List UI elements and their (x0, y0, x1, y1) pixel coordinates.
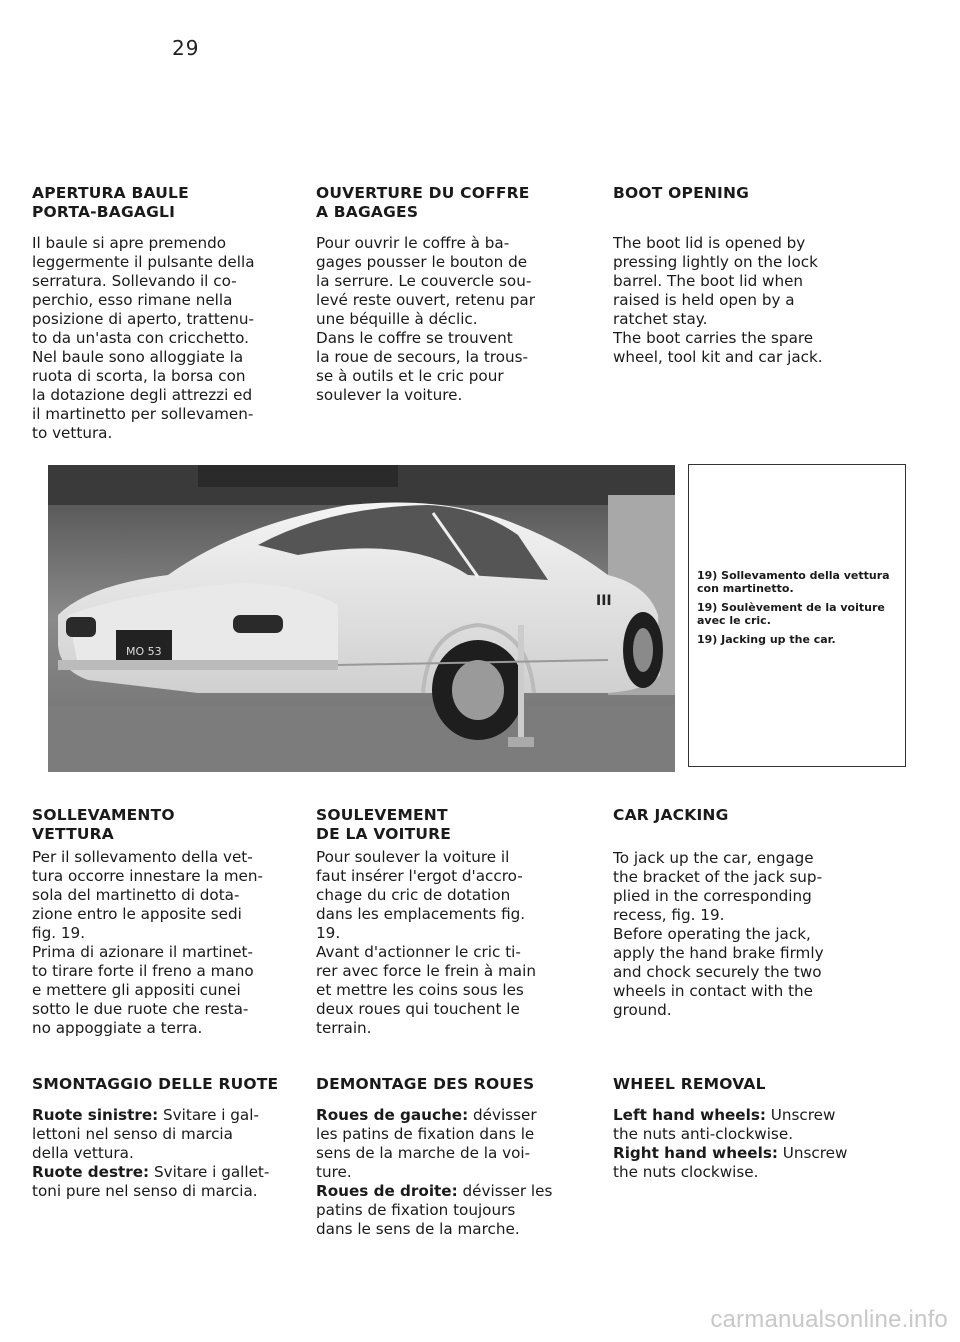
paragraph-jacking-it: Per il sollevamento della vet- tura occorre innestare la men- sola del martinetto di dota- zione entro le apposite sedi fig. 19. Prima di azionare il martinet- to tirare forte il freno a mano e mettere gli appositi cunei sotto le due ruote che resta- no appoggiate a terra. (32, 848, 263, 1037)
section-boot-opening-fr (316, 184, 594, 405)
caption-fr: 19) Soulèvement de la voiture avec le cric. (697, 601, 885, 627)
heading-sollevamento: SOLLEVAMENTO VETTURA (32, 806, 175, 843)
paragraph-jacking-en: To jack up the car, engage the bracket of the jack sup- plied in the corresponding recess, fig. 19. Before operating the jack, apply the hand brake firmly and chock securely the two wheels in contact with the ground. (613, 849, 824, 1019)
section-car-jacking-en (613, 806, 909, 1020)
heading-boot-opening: BOOT OPENING (613, 184, 750, 202)
section-wheel-removal-en (613, 1075, 909, 1182)
paragraph-wheels-it: Ruote sinistre: Svitare i gal- lettoni nel senso di marcia della vettura. Ruote destre: Svitare i gallet- toni pure nel senso di marcia. (32, 1106, 270, 1200)
section-boot-opening-en (613, 184, 909, 367)
paragraph-wheels-fr: Roues de gauche: dévisser les patins de fixation dans le sens de la marche de la voi- ture. Roues de droite: dévisser les patins de fixation toujours dans le sens de la marche. (316, 1106, 553, 1238)
heading-apertura-baule: APERTURA BAULE PORTA-BAGAGLI (32, 184, 189, 221)
section-boot-opening-it (32, 184, 310, 443)
figure-caption (697, 569, 901, 652)
heading-car-jacking: CAR JACKING (613, 806, 729, 824)
paragraph-boot-fr: Pour ouvrir le coffre à ba- gages pousser le bouton de la serrure. Le couvercle sou- levé reste ouvert, retenu par une béquille à déclic. Dans le coffre se trouvent la roue de secours, la trous- se à outils et le cric pour soulever la voiture. (316, 234, 535, 404)
caption-it: 19) Sollevamento della vettura con martinetto. (697, 569, 890, 595)
paragraph-boot-en: The boot lid is opened by pressing lightly on the lock barrel. The boot lid when raised is held open by a ratchet stay. The boot carries the spare wheel, tool kit and car jack. (613, 234, 823, 366)
paragraph-boot-it: Il baule si apre premendo leggermente il pulsante della serratura. Sollevando il co- perchio, esso rimane nella posizione di aperto, trattenu- to da un'asta con cricchetto. Nel baule sono alloggiate la ruota di scorta, la borsa con la dotazione degli attrezzi ed il martinetto per sollevamen- to vettura. (32, 234, 255, 442)
heading-smontaggio: SMONTAGGIO DELLE RUOTE (32, 1075, 279, 1093)
car-jacking-photo (48, 465, 675, 772)
section-car-jacking-it (32, 806, 310, 1038)
section-wheel-removal-fr (316, 1075, 594, 1239)
heading-soulevement: SOULEVEMENT DE LA VOITURE (316, 806, 452, 843)
caption-en: 19) Jacking up the car. (697, 633, 836, 646)
figure-caption-box (688, 464, 906, 767)
heading-demontage: DEMONTAGE DES ROUES (316, 1075, 535, 1093)
paragraph-jacking-fr: Pour soulever la voiture il faut insérer l'ergot d'accro- chage du cric de dotation dans les emplacements fig. 19. Avant d'actionner le cric ti- rer avec force le frein à main et mettre les coins sous les deux roues qui touchent le terrain. (316, 848, 536, 1037)
page-number: 29 (172, 36, 200, 60)
section-car-jacking-fr (316, 806, 594, 1038)
license-plate: MO 53 (126, 645, 162, 658)
section-wheel-removal-it (32, 1075, 310, 1201)
paragraph-wheels-en: Left hand wheels: Unscrew the nuts anti-clockwise. Right hand wheels: Unscrew the nuts clockwise. (613, 1106, 848, 1181)
heading-ouverture-coffre: OUVERTURE DU COFFRE A BAGAGES (316, 184, 530, 221)
svg-text:III: III (596, 593, 612, 609)
watermark: carmanualsonline.info (710, 1306, 948, 1333)
heading-wheel-removal: WHEEL REMOVAL (613, 1075, 766, 1093)
